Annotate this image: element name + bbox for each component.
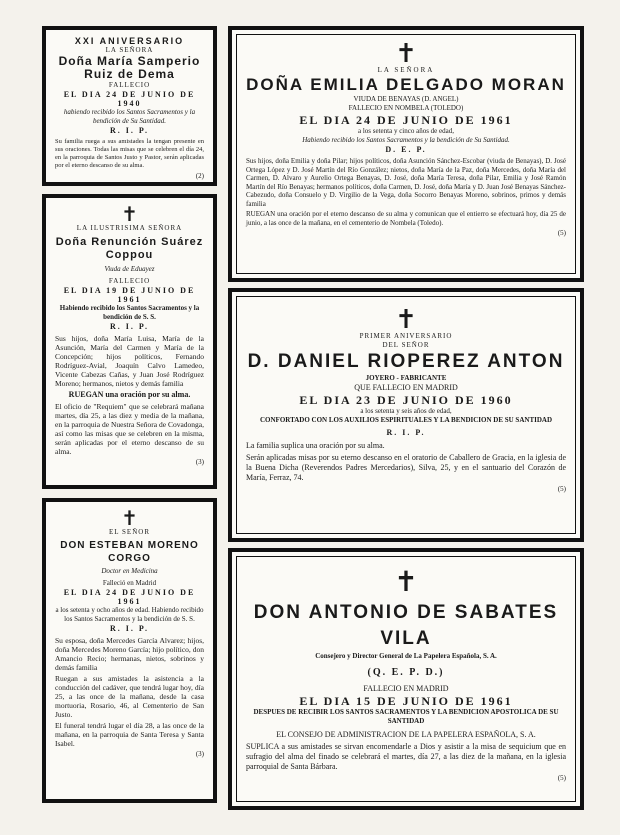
death-date: EL DIA 23 DE JUNIO DE 1960 bbox=[299, 393, 513, 407]
anniversary-heading: XXI ANIVERSARIO bbox=[74, 36, 185, 46]
rip-mark: R. I. P. bbox=[109, 126, 150, 135]
deceased-name: Doña Renunción Suárez Coppou bbox=[55, 236, 204, 261]
title-line: EL SEÑOR bbox=[109, 528, 150, 536]
position: Consejero y Director General de La Papelera Española, S. A. bbox=[315, 652, 497, 660]
died-label: Falleció en Madrid bbox=[102, 579, 157, 587]
age-note: a los setenta y seis años de edad, bbox=[360, 407, 452, 415]
prayer-request: La familia suplica una oración por su alma. bbox=[246, 441, 385, 450]
funeral-info: El funeral tendrá lugar el día 28, a las once de la mañana, en la parroquia de Santa Teresa y Santa Isabel. bbox=[55, 721, 204, 748]
notice-text: Su familia ruega a sus amistades la tengan presente en sus oraciones. Todas las misas que se celebren el día 24, en la parroquia de Santos Justo y Pastor, serán aplicadas por el eterno descanso de su alma. bbox=[55, 138, 204, 169]
title-line: DEL SEÑOR bbox=[382, 341, 430, 349]
title-line: LA ILUSTRISIMA SEÑORA bbox=[76, 224, 183, 232]
mass-info: SUPLICA a sus amistades se sirvan encomendarle a Dios y asistir a la misa de sequicium que en sufragio del alma del finado se celebrará el martes, día 27, a las diez de la mañana, en la iglesia parroquial de Santa Bárbara. bbox=[246, 742, 566, 771]
death-date: EL DIA 24 DE JUNIO DE 1961 bbox=[299, 113, 513, 127]
died-label: FALLECIO EN NOMBELA (TOLEDO) bbox=[348, 104, 464, 112]
notice-esteban-moreno bbox=[42, 498, 217, 803]
death-date: EL DIA 24 DE JUNIO DE 1940 bbox=[63, 90, 196, 108]
title-line: LA SEÑORA bbox=[105, 46, 154, 54]
deceased-name: DON ESTEBAN MORENO CORGO bbox=[60, 540, 199, 564]
funeral-procession: Ruegan a sus amistades la asistencia a la conducción del cadáver, que tendrá lugar hoy, día 25, a las once de la mañana, desde la casa mortuoria, Rosario, 46, al Cementerio de San Justo. bbox=[55, 674, 204, 719]
cross-icon: ✝ bbox=[121, 204, 138, 226]
cross-icon: ✝ bbox=[121, 508, 138, 530]
ref-number: (5) bbox=[557, 774, 566, 782]
company-name: EL CONSEJO DE ADMINISTRACION DE LA PAPELERA ESPAÑOLA, S. A. bbox=[276, 730, 536, 739]
ref-number: (2) bbox=[195, 172, 204, 180]
cross-icon: ✝ bbox=[395, 39, 417, 68]
widow-of: Viuda de Eduayez bbox=[104, 265, 155, 273]
notice-antonio-sabates bbox=[228, 548, 584, 810]
deceased-name: D. DANIEL RIOPEREZ ANTON bbox=[247, 351, 565, 372]
rip-mark: D. E. P. bbox=[385, 145, 427, 154]
sacraments-note: DESPUES DE RECIBIR LOS SANTOS SACRAMENTOS Y LA BENDICION APOSTOLICA DE SU SANTIDAD bbox=[253, 708, 559, 725]
died-label: FALLECIO bbox=[108, 277, 151, 285]
died-label: FALLECIO bbox=[108, 81, 151, 89]
notice-maria-samperio bbox=[42, 26, 217, 186]
rip-mark: (Q. E. P. D.) bbox=[367, 667, 445, 678]
notice-emilia-delgado bbox=[228, 26, 584, 282]
cross-icon: ✝ bbox=[395, 305, 417, 334]
sacraments-note: CONFORTADO CON LOS AUXILIOS ESPIRITUALES Y LA BENDICION DE SU SANTIDAD bbox=[260, 416, 552, 424]
profession: Doctor en Medicina bbox=[101, 567, 158, 575]
notice-renuncion-suarez bbox=[42, 194, 217, 489]
sacraments-note: Habiendo recibido los Santos Sacramentos y la bendición de S. S. bbox=[59, 304, 200, 321]
death-date: EL DIA 15 DE JUNIO DE 1961 bbox=[299, 694, 513, 708]
deceased-name: DOÑA EMILIA DELGADO MORAN bbox=[246, 75, 566, 94]
sacraments-note: habiendo recibido los Santos Sacramentos y la bendición de Su Santidad. bbox=[63, 108, 196, 125]
anniversary-heading: PRIMER ANIVERSARIO bbox=[359, 332, 453, 340]
rip-mark: R. I. P. bbox=[109, 624, 150, 633]
ref-number: (3) bbox=[195, 458, 204, 466]
age-note: a los setenta y cinco años de edad, bbox=[357, 127, 455, 135]
prayer-request: RUEGAN una oración por su alma. bbox=[68, 390, 191, 399]
deceased-name: DON ANTONIO DE SABATES VILA bbox=[253, 602, 559, 649]
ref-number: (5) bbox=[557, 485, 566, 493]
notice-daniel-rioperez bbox=[228, 288, 584, 542]
mass-info: Serán aplicadas misas por su eterno descanso en el oratorio de Caballero de Gracia, en la iglesia de la Buena Dicha (Reverendos Padres Mercedarios), Silva, 25, y en el santuario del Corazón de María, Ferraz, 74. bbox=[246, 453, 566, 482]
ref-number: (5) bbox=[557, 229, 566, 237]
death-date: EL DIA 24 DE JUNIO DE 1961 bbox=[63, 588, 196, 606]
death-date: EL DIA 19 DE JUNIO DE 1961 bbox=[63, 286, 196, 304]
family-list: Sus hijos, doña María Luisa, María de la Asunción, María del Carmen y María de la Concepción; hijos políticos, Fernando Rodríguez-Avial, Joaquín Calvo Lamedeo, Vicente Cabezas Cañas, y Juan José Rodríguez Moreno; hermanos, nietos y demás familia bbox=[55, 334, 204, 388]
profession: JOYERO - FABRICANTE bbox=[365, 374, 447, 382]
widow-of: VIUDA DE BENAYAS (D. ANGEL) bbox=[353, 95, 459, 103]
died-label: FALLECIO EN MADRID bbox=[363, 684, 449, 693]
cross-icon: ✝ bbox=[394, 567, 418, 598]
rip-mark: R. I. P. bbox=[109, 322, 150, 331]
family-list: Su esposa, doña Mercedes García Alvarez; hijos, doña Mercedes Moreno García; hijo político, don Amancio Recio; hermanas, nietos, sobrinos y demás familia bbox=[55, 636, 204, 672]
sacraments-note: Habiendo recibido los Santos Sacramentos y la bendición de Su Santidad. bbox=[302, 136, 510, 144]
rip-mark: R. I. P. bbox=[386, 428, 426, 437]
sacraments-note: a los setenta y ocho años de edad. Habiendo recibido los Santos Sacramentos y la bendición de S. S. bbox=[55, 606, 204, 623]
title-line: LA SEÑORA bbox=[377, 66, 435, 74]
family-list: Sus hijos, doña Emilia y doña Pilar; hijos políticos, doña Asunción Sánchez-Escobar (viuda de Benayas), D. José Ortega López y D. José Martín del Río González; nietos, doña María de la Paz, doña Mercedes, doña María del Carmen, D. Alvaro y Aurelio Ortega Benayas, D. José, doña María Teresa, doña Pilar, Emilia y José Ramón Martín del Río Benayas; hermanos políticos, doña Carmen, D. José, doña María y D. Juan José Benayas Sánchez-Cabezudo, doña Consuelo y D. Virgilio de la Vega, doña Socorro Benayas Moreno, sobrinos, primos y demás familia bbox=[246, 157, 566, 208]
mass-info: El oficio de "Requiem" que se celebrará mañana martes, día 25, a las diez y media de la mañana, en la parroquia de Nuestra Señora de Covadonga, así como las misas que se celebren en la misma, serán aplicadas por el eterno descanso de su alma. bbox=[55, 402, 204, 456]
deceased-name: Doña María Samperio Ruiz de Dema bbox=[58, 54, 201, 81]
prayer-request: RUEGAN una oración por el eterno descanso de su alma y comunican que el entierro se efectuará hoy, día 25 de junio, a las once de la mañana, en el cementerio de Nombela (Toledo). bbox=[246, 210, 566, 227]
ref-number: (3) bbox=[195, 750, 204, 758]
died-label: QUE FALLECIO EN MADRID bbox=[354, 383, 458, 392]
